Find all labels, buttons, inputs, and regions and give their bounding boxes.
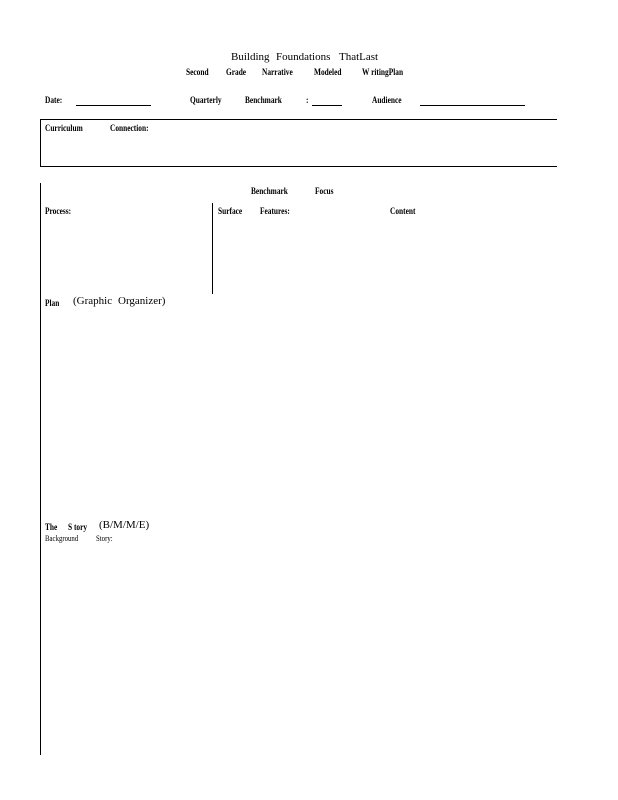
benchmark-focus-label: Benchmark [251, 186, 288, 196]
content-label: Content [390, 206, 416, 216]
quarterly-label: Quarterly [190, 95, 222, 105]
title-word-foundations: Foundations [276, 51, 331, 63]
background-label: Background [45, 534, 79, 543]
features-label: Features: [260, 206, 290, 216]
subtitle-word-writingplan: W ritingPlan [362, 67, 404, 77]
benchmark-colon: : [306, 95, 309, 105]
connection-label: Connection: [110, 123, 149, 133]
subtitle-word-modeled: Modeled [314, 67, 342, 77]
story-bmme: (B/M/M/E) [99, 519, 150, 531]
benchmark-label: Benchmark [245, 95, 282, 105]
focus-label: Focus [315, 186, 334, 196]
left-margin-rule [40, 183, 41, 755]
curriculum-label: Curriculum [45, 123, 83, 133]
title-word-building: Building [231, 51, 270, 63]
date-label: Date: [45, 95, 63, 105]
date-field-line[interactable] [76, 105, 151, 106]
subtitle-word-grade: Grade [226, 67, 247, 77]
process-divider [212, 203, 213, 294]
surface-label: Surface [218, 206, 243, 216]
benchmark-field-line[interactable] [312, 105, 342, 106]
story-the-word: The [45, 522, 58, 532]
organizer-word: Organizer) [118, 295, 166, 307]
subtitle-word-second: Second [186, 67, 209, 77]
subtitle-word-narrative: Narrative [262, 67, 293, 77]
audience-field-line[interactable] [420, 105, 525, 106]
title-word-thatlast: ThatLast [339, 51, 379, 63]
story-label: Story: [96, 534, 113, 543]
graphic-word: (Graphic [73, 295, 113, 307]
audience-label: Audience [372, 95, 402, 105]
process-label: Process: [45, 206, 72, 216]
plan-label: Plan [45, 298, 60, 308]
story-word: S tory [68, 522, 88, 532]
